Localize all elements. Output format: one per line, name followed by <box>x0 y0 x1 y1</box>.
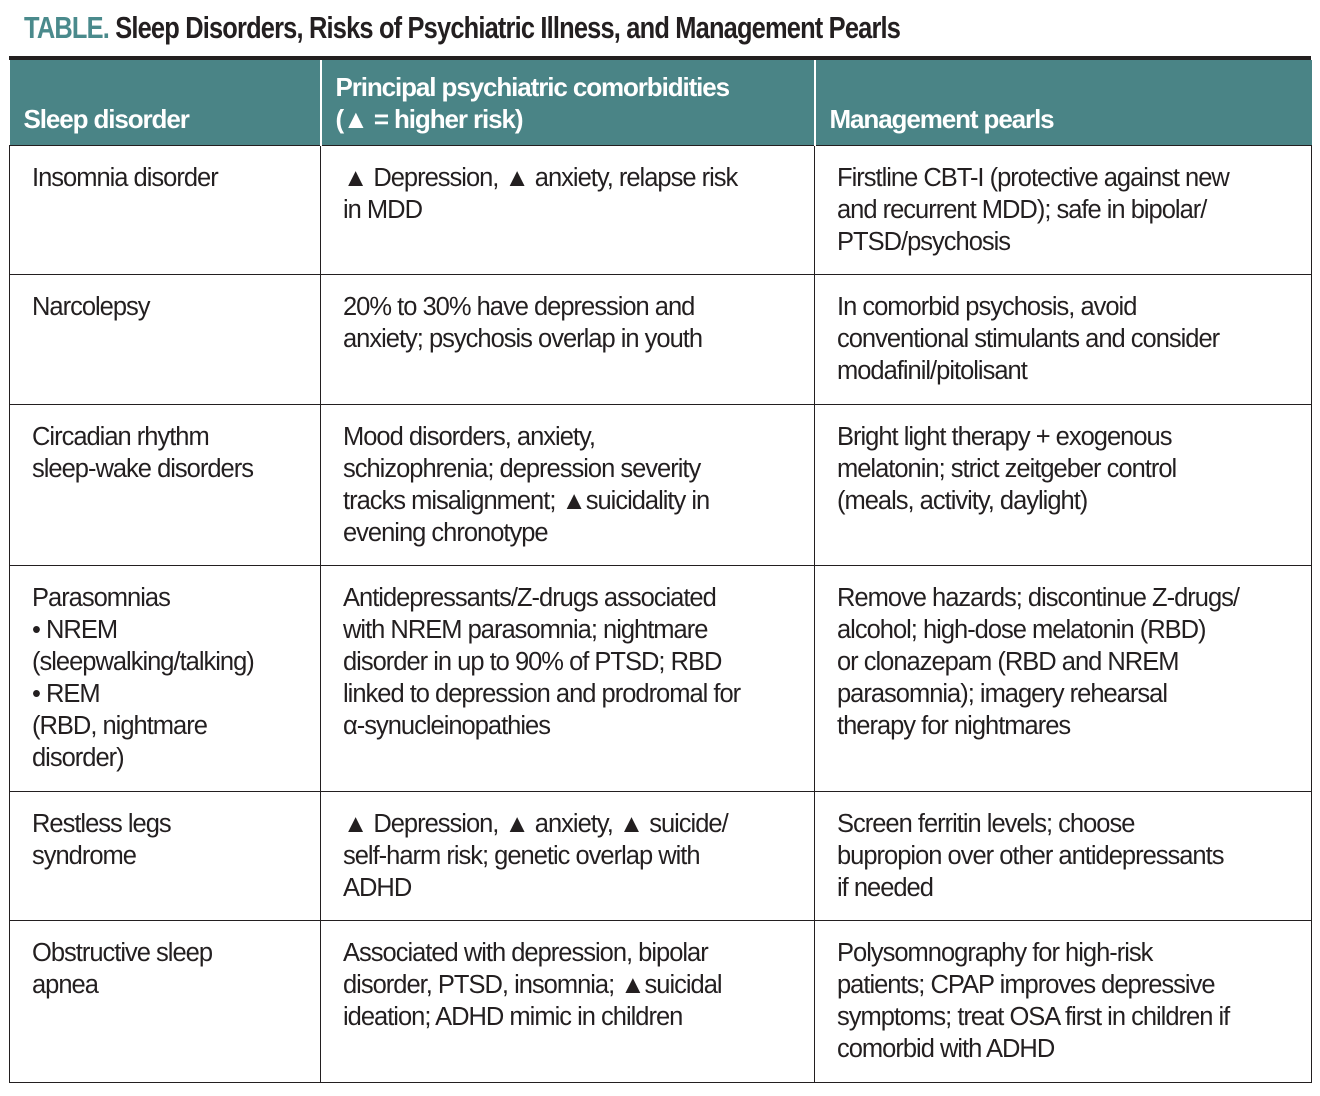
cell-comorbidities: Antidepressants/Z-drugs associated with NREM parasomnia; nightmare disorder in up to 90% of PTSD; RBD linked to depression and prodromal for α-synucleinopathies <box>321 566 815 792</box>
cell-management-pearls: Bright light therapy + exogenous melatonin; strict zeitgeber control (meals, activity, daylight) <box>815 405 1312 566</box>
cell-management-pearls: Polysomnography for high-risk patients; CPAP improves depressive symptoms; treat OSA first in children if comorbid with ADHD <box>815 921 1312 1083</box>
cell-sleep-disorder: Insomnia disorder <box>10 146 321 275</box>
cell-comorbidities: Mood disorders, anxiety, schizophrenia; depression severity tracks misalignment; ▲suicidality in evening chronotype <box>321 405 815 566</box>
table-row <box>10 792 1312 921</box>
cell-comorbidities: Associated with depression, bipolar disorder, PTSD, insomnia; ▲suicidal ideation; ADHD mimic in children <box>321 921 815 1083</box>
cell-management-pearls: In comorbid psychosis, avoid conventional stimulants and consider modafinil/pitolisant <box>815 275 1312 405</box>
cell-sleep-disorder: Restless legs syndrome <box>10 792 321 921</box>
cell-sleep-disorder: Obstructive sleep apnea <box>10 921 321 1083</box>
cell-management-pearls: Remove hazards; discontinue Z-drugs/ alcohol; high-dose melatonin (RBD) or clonazepam (RBD and NREM parasomnia); imagery rehearsal therapy for nightmares <box>815 566 1312 792</box>
cell-comorbidities: 20% to 30% have depression and anxiety; psychosis overlap in youth <box>321 275 815 405</box>
cell-comorbidities: ▲ Depression, ▲ anxiety, ▲ suicide/ self-harm risk; genetic overlap with ADHD <box>321 792 815 921</box>
header-sleep-disorder: Sleep disorder <box>10 60 321 146</box>
table-row <box>10 566 1312 792</box>
table-row <box>10 275 1312 405</box>
table-row <box>10 146 1312 275</box>
header-comorbidities: Principal psychiatric comorbidities (▲ = higher risk) <box>321 60 815 146</box>
table-title <box>24 10 900 46</box>
cell-management-pearls: Screen ferritin levels; choose bupropion over other antidepressants if needed <box>815 792 1312 921</box>
cell-sleep-disorder: Narcolepsy <box>10 275 321 405</box>
header-row <box>10 60 1312 146</box>
table-row <box>10 405 1312 566</box>
header-management-pearls: Management pearls <box>815 60 1312 146</box>
table-row <box>10 921 1312 1083</box>
cell-comorbidities: ▲ Depression, ▲ anxiety, relapse risk in MDD <box>321 146 815 275</box>
table-title-text: Sleep Disorders, Risks of Psychiatric Illness, and Management Pearls <box>115 10 901 45</box>
sleep-disorders-table <box>9 60 1312 1083</box>
cell-sleep-disorder: Parasomnias • NREM (sleepwalking/talking) • REM (RBD, nightmare disorder) <box>10 566 321 792</box>
cell-management-pearls: Firstline CBT-I (protective against new and recurrent MDD); safe in bipolar/ PTSD/psychosis <box>815 146 1312 275</box>
cell-sleep-disorder: Circadian rhythm sleep-wake disorders <box>10 405 321 566</box>
table-label: TABLE. <box>24 10 109 45</box>
